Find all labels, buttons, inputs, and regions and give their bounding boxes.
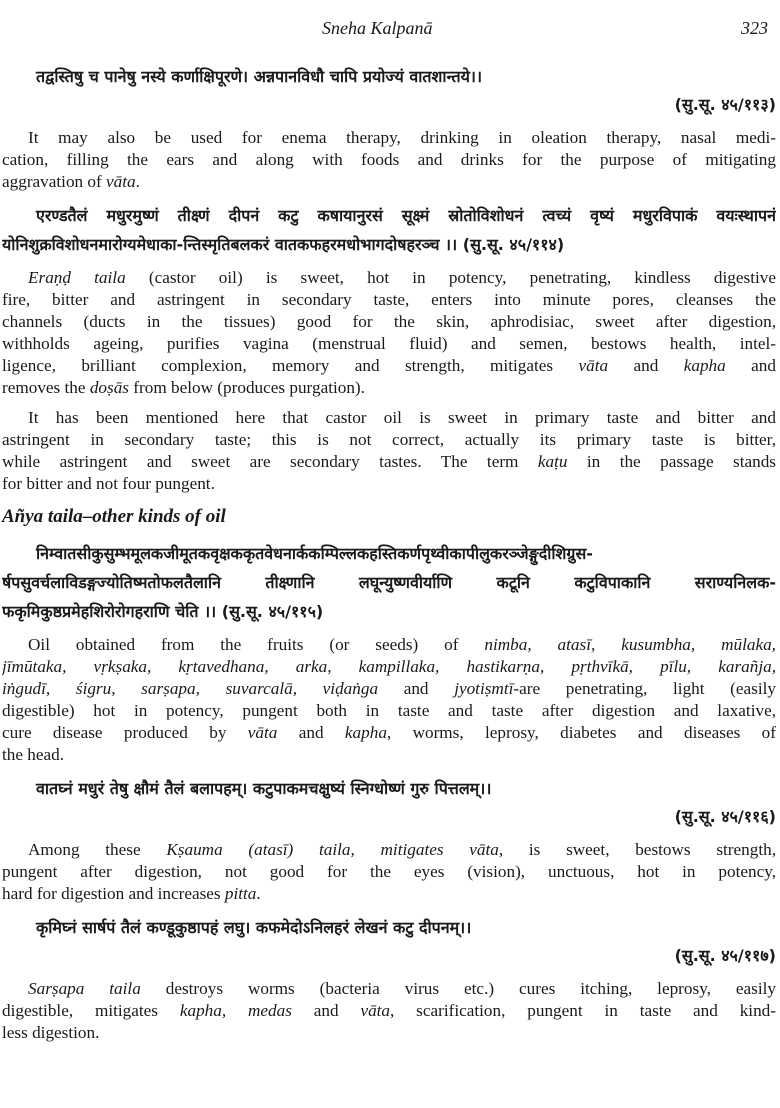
text-segment: withholds ageing, purifies vagina (menstrual fluid) and semen, bestows health, intel- <box>2 334 776 353</box>
italic-term: kapha <box>683 356 726 375</box>
page-number: 323 <box>741 18 768 38</box>
italic-term: jīmūtaka, vṛkṣaka, kṛtavedhana, arka, kampillaka, hastikarṇa, pṛthvīkā, pīlu, karañja, <box>2 657 776 676</box>
text-line <box>2 774 776 803</box>
text-segment: र्षपसुवर्चलाविडङ्गज्योतिष्मतोफलतैलानि तीक्ष्णानि लघून्युष्णवीर्याणि कटूनि कटुविपाकानि सराण्यनिलक- <box>2 573 776 592</box>
text-segment: and <box>378 679 455 698</box>
italic-term: nimba, atasī, kusumbha, mūlaka, <box>484 635 776 654</box>
text-segment: for bitter and not four pungent. <box>2 474 215 493</box>
text-segment: channels (ducts in the tissues) good for the skin, aphrodisiac, sweet after digestion, <box>2 312 776 331</box>
text-line <box>2 127 776 149</box>
sanskrit-verse <box>2 201 776 259</box>
text-segment: hard for digestion and increases <box>2 884 225 903</box>
translation-paragraph <box>2 839 776 905</box>
text-segment: in the passage stands <box>567 452 776 471</box>
italic-term: vāta <box>247 723 278 742</box>
text-segment: कृमिघ्नं सार्षपं तैलं कण्डूकुष्ठापहं लघु। कफमेदोऽनिलहरं लेखनं कटु दीपनम्।। <box>36 918 472 937</box>
text-segment: , is sweet, bestows strength, <box>498 840 776 859</box>
text-line <box>2 407 776 429</box>
text-line <box>2 333 776 355</box>
italic-term: Kṣauma (atasī) taila, mitigates vāta <box>166 840 499 859</box>
sanskrit-verse <box>2 913 776 970</box>
text-segment: . <box>135 172 140 191</box>
page-body <box>2 62 776 1052</box>
text-segment: and <box>291 1001 361 1020</box>
text-line <box>2 62 776 91</box>
running-header <box>0 18 780 44</box>
italic-term: jyotiṣmtī <box>454 679 514 698</box>
text-line <box>2 1022 776 1044</box>
text-line <box>2 355 776 377</box>
sanskrit-verse <box>2 62 776 119</box>
text-segment: तद्वस्तिषु च पानेषु नस्ये कर्णाक्षिपूरणे। अन्नपानविधौ चापि प्रयोज्यं वातशान्तये।। <box>36 67 483 86</box>
text-line <box>2 289 776 311</box>
text-segment: and <box>608 356 684 375</box>
text-segment: digestible, mitigates <box>2 1001 180 1020</box>
text-segment: fire, bitter and astringent in secondary taste, enters into minute pores, cleanses the <box>2 290 776 309</box>
text-segment: removes the <box>2 378 90 397</box>
text-line <box>2 1000 776 1022</box>
text-line <box>2 473 776 495</box>
verse-citation: (सु.सू. ४५/११३) <box>674 95 776 114</box>
verse-citation: (सु.सू. ४५/११६) <box>674 807 776 826</box>
text-segment: , worms, leprosy, diabetes and diseases of <box>386 723 776 742</box>
text-segment: -are penetrating, light (easily <box>513 679 776 698</box>
text-segment: pungent after digestion, not good for the eyes (vision), unctuous, hot in potency, <box>2 862 776 881</box>
translation-paragraph <box>2 407 776 495</box>
text-segment: from below (produces purgation). <box>129 378 365 397</box>
text-segment: , scarification, pungent in taste and kind- <box>390 1001 776 1020</box>
text-line <box>2 568 776 597</box>
text-line <box>2 597 776 626</box>
text-segment: फकृमिकुष्ठप्रमेहशिरोरोगहराणि चेति ।। (सु.सू. ४५/११५) <box>2 602 324 621</box>
text-segment: Among these <box>28 840 167 859</box>
italic-term: kaṭu <box>537 452 568 471</box>
translation-paragraph <box>2 978 776 1044</box>
text-line <box>2 634 776 656</box>
text-line <box>2 149 776 171</box>
text-segment: Oil obtained from the fruits (or seeds) of <box>28 635 485 654</box>
translation-paragraph <box>2 634 776 766</box>
sanskrit-verse <box>2 774 776 831</box>
text-segment: निम्वातसीकुसुम्भमूलकजीमूतकवृक्षककृतवेधनार्ककम्पिल्लकहस्तिकर्णपृथ्वीकापीलुकरञ्जेङ्गुदीशिग्रुस- <box>36 544 593 563</box>
text-line <box>2 656 776 678</box>
italic-term: Eraṇḍ taila <box>28 268 126 287</box>
text-segment: cure disease produced by <box>2 723 248 742</box>
text-segment: वातघ्नं मधुरं तेषु क्षौमं तैलं बलापहम्। कटुपाकमचक्षुष्यं स्निग्धोष्णं गुरु पित्तलम्।। <box>36 779 492 798</box>
text-segment: and <box>277 723 345 742</box>
text-line <box>2 861 776 883</box>
text-line <box>2 377 776 399</box>
text-segment: (castor oil) is sweet, hot in potency, penetrating, kindless digestive <box>125 268 776 287</box>
text-line <box>2 744 776 766</box>
italic-term: doṣās <box>89 378 129 397</box>
translation-paragraph <box>2 127 776 193</box>
verse-citation: (सु.सू. ४५/११७) <box>674 946 776 965</box>
sanskrit-verse <box>2 539 776 626</box>
text-line <box>2 429 776 451</box>
text-line <box>2 171 776 193</box>
text-segment: and <box>725 356 776 375</box>
text-segment: less digestion. <box>2 1023 100 1042</box>
italic-term: Sarṣapa taila <box>28 979 141 998</box>
text-line <box>2 883 776 905</box>
text-segment: . <box>256 884 261 903</box>
text-line <box>2 722 776 744</box>
italic-term: pitta <box>224 884 257 903</box>
text-segment: योनिशुक्रविशोधनमारोग्यमेधाका-न्तिस्मृतिबलकरं वातकफहरमधोभागदोषहरञ्च ।। (सु.सू. ४५/११४) <box>2 235 565 254</box>
text-segment: while astringent and sweet are secondary tastes. The term <box>2 452 538 471</box>
text-segment: destroys worms (bacteria virus etc.) cures itching, leprosy, easily <box>140 979 776 998</box>
italic-term: kapha <box>344 723 387 742</box>
text-line <box>2 913 776 942</box>
text-segment: astringent in secondary taste; this is not correct, actually its primary taste is bitter, <box>2 430 776 449</box>
chapter-title: Sneha Kalpanā <box>322 18 433 38</box>
text-line <box>2 201 776 230</box>
text-line <box>2 230 776 259</box>
text-line <box>2 839 776 861</box>
text-line <box>2 311 776 333</box>
italic-term: iṅgudī, śigru, sarṣapa, suvarcalā, viḍaṅga <box>2 679 379 698</box>
text-segment: ligence, brilliant complexion, memory and strength, mitigates <box>2 356 579 375</box>
italic-term: vāta <box>360 1001 391 1020</box>
text-line <box>2 978 776 1000</box>
text-segment: cation, filling the ears and along with foods and drinks for the purpose of mitigating <box>2 150 776 169</box>
text-line <box>2 451 776 473</box>
text-line <box>2 267 776 289</box>
text-line <box>2 539 776 568</box>
text-line <box>2 700 776 722</box>
text-segment: It may also be used for enema therapy, drinking in oleation therapy, nasal medi- <box>28 128 776 147</box>
italic-term: vāta <box>106 172 136 191</box>
text-line <box>2 678 776 700</box>
text-segment: एरण्डतैलं मधुरमुष्णं तीक्ष्णं दीपनं कटु कषायानुरसं सूक्ष्मं स्रोतोविशोधनं त्वच्यं वृष्यं मधुरविपाकं वयःस्थापनं <box>36 206 776 225</box>
section-heading: Añya taila–other kinds of oil <box>2 506 226 527</box>
italic-term: kapha, medas <box>179 1001 292 1020</box>
text-segment: digestible) hot in potency, pungent both in taste and taste after digestion and laxative, <box>2 701 776 720</box>
text-segment: the head. <box>2 745 65 764</box>
translation-paragraph <box>2 267 776 399</box>
italic-term: vāta <box>578 356 609 375</box>
text-segment: aggravation of <box>2 172 107 191</box>
text-segment: It has been mentioned here that castor oil is sweet in primary taste and bitter and <box>28 408 776 427</box>
